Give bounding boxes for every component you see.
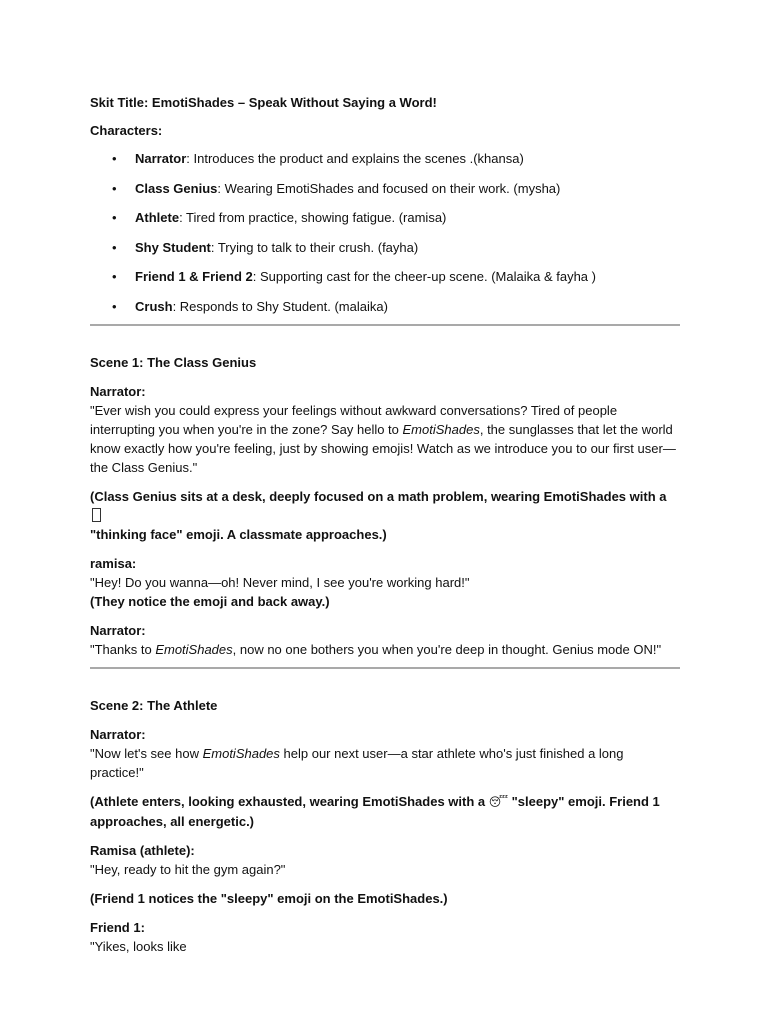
- document-page: [90, 93, 680, 956]
- skit-title-label: Skit Title:: [90, 95, 149, 110]
- character-desc: : Supporting cast for the cheer-up scene. (Malaika & fayha ): [252, 269, 596, 284]
- scene2-friend-label: Friend 1:: [90, 919, 145, 935]
- narrator-text: "Thanks to: [90, 641, 156, 657]
- character-name: Athlete: [135, 210, 180, 225]
- scene2-heading: Scene 2: The Athlete: [90, 697, 218, 713]
- character-item: [90, 179, 680, 198]
- character-desc: : Wearing EmotiShades and focused on their work. (mysha): [217, 180, 561, 196]
- scene1-narrator-line: [90, 401, 680, 477]
- character-item: [90, 238, 680, 257]
- character-desc: : Tired from practice, showing fatigue. (ramisa): [179, 210, 447, 225]
- scene1-ramisa-line: "Hey! Do you wanna—oh! Never mind, I see you're working hard!": [90, 574, 470, 590]
- scene1-stage-direction: [90, 487, 680, 544]
- narrator-text: , the sunglasses that let the world know exactly how you're feeling, just by showing emojis! Watch as we introduce you to our first user—the Class Genius.": [90, 421, 676, 475]
- scene1-heading: Scene 1: The Class Genius: [90, 354, 257, 370]
- narrator-text: help our next user—a star athlete who's just finished a long practice!": [90, 745, 624, 780]
- narrator-text: "Now let's see how: [90, 745, 203, 761]
- missing-glyph-icon: [92, 508, 101, 522]
- scene2-stage-direction: [90, 792, 680, 831]
- scene1-ramisa-label: ramisa:: [90, 555, 137, 571]
- skit-title: [90, 93, 680, 112]
- scene1-narrator2-line: [90, 640, 680, 659]
- scene2-stage-direction-2: (Friend 1 notices the "sleepy" emoji on the EmotiShades.): [90, 890, 448, 906]
- skit-title-text: EmotiShades – Speak Without Saying a Word!: [148, 95, 437, 110]
- characters-heading: Characters:: [90, 123, 163, 138]
- character-name: Class Genius: [135, 180, 218, 196]
- character-desc: : Responds to Shy Student. (malaika): [172, 298, 388, 314]
- brand-name: EmotiShades: [402, 421, 480, 437]
- brand-name: EmotiShades: [202, 745, 280, 761]
- character-item: [90, 297, 680, 316]
- narrator-text: "Ever wish you could express your feelings without awkward conversations? Tired of people interrupting you when you're in the zone? Say hello to: [90, 402, 618, 437]
- narrator-text: , now no one bothers you when you're deep in thought. Genius mode ON!": [232, 641, 662, 657]
- stage-text: "sleepy" emoji. Friend 1 approaches, all energetic.): [90, 793, 660, 829]
- scene2-ramisa-label: Ramisa (athlete):: [90, 842, 195, 858]
- brand-name: EmotiShades: [155, 641, 233, 657]
- scene1-narrator2-label: Narrator:: [90, 622, 146, 638]
- scene2-ramisa-line: "Hey, ready to hit the gym again?": [90, 861, 286, 877]
- sleepy-emoji-icon: 😴: [488, 794, 508, 809]
- stage-text: (Athlete enters, looking exhausted, wearing EmotiShades with a: [90, 793, 489, 809]
- scene2-friend-line: "Yikes, looks like: [90, 938, 187, 954]
- character-name: Shy Student: [135, 239, 211, 255]
- scene1-narrator-label: Narrator:: [90, 383, 146, 399]
- character-desc: : Trying to talk to their crush. (fayha): [210, 239, 419, 255]
- scene2-narrator-label: Narrator:: [90, 726, 146, 742]
- character-name: Friend 1 & Friend 2: [135, 269, 253, 284]
- scene2-narrator-line: [90, 744, 680, 782]
- stage-text: (Class Genius sits at a desk, deeply focused on a math problem, wearing EmotiShades with a: [90, 488, 667, 504]
- characters-list: [90, 149, 680, 316]
- stage-text: "thinking face" emoji. A classmate approaches.): [90, 526, 387, 542]
- character-item: [90, 267, 680, 286]
- scene1-ramisa-stage: (They notice the emoji and back away.): [90, 593, 330, 609]
- character-name: Crush: [135, 298, 173, 314]
- character-desc: : Introduces the product and explains the scenes .(khansa): [186, 151, 524, 166]
- character-name: Narrator: [135, 151, 187, 166]
- character-item: [90, 149, 680, 168]
- character-item: [90, 208, 680, 227]
